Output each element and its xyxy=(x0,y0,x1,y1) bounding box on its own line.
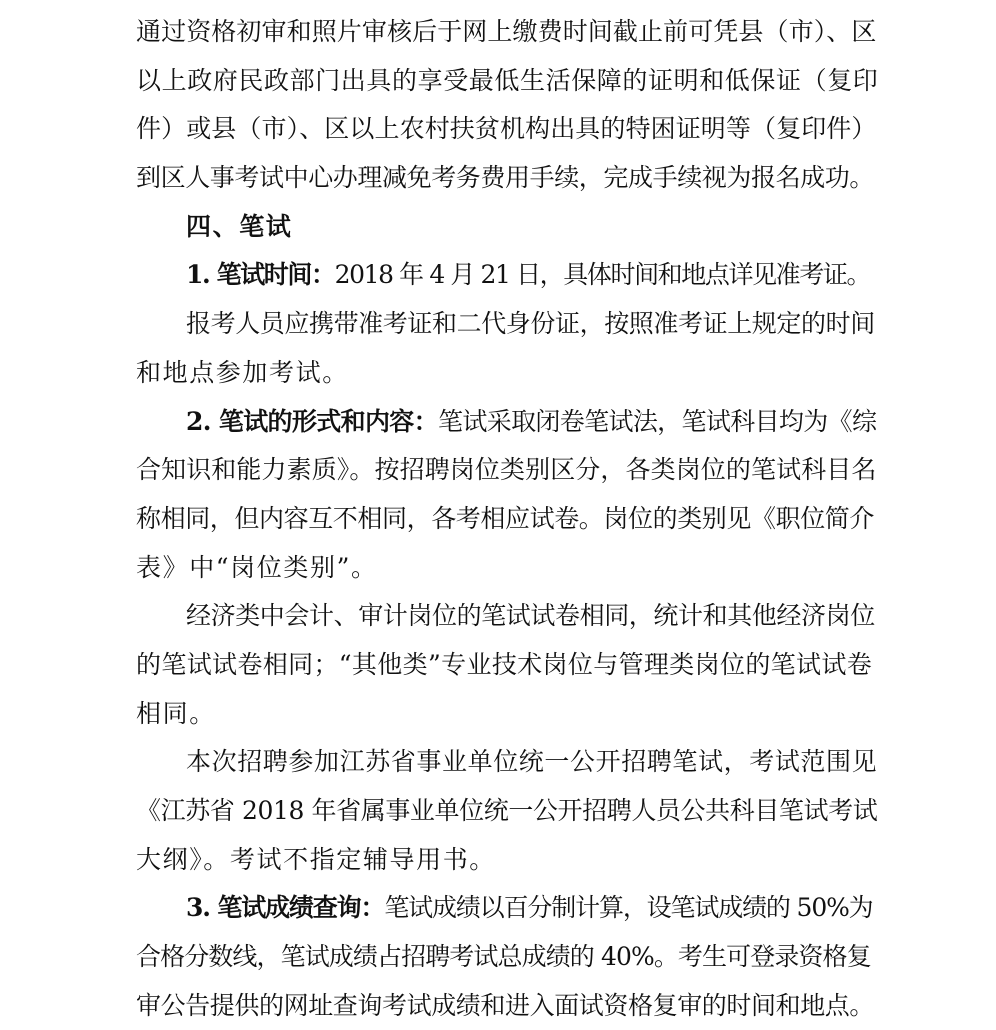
text-line: 经济类中会计、审计岗位的笔试试卷相同，统计和其他经济岗位 xyxy=(186,601,875,631)
text-line: 称相同，但内容互不相同，各考相应试卷。岗位的类别见《职位简介 xyxy=(136,503,875,533)
text-line: 件）或县（市）、区以上农村扶贫机构出具的特困证明等（复印件） xyxy=(136,114,877,144)
text-line: 相同。 xyxy=(136,698,216,728)
text-line: 报考人员应携带准考证和二代身份证，按照准考证上规定的时间 xyxy=(186,309,875,339)
item-score-query xyxy=(136,884,878,933)
text-line: 合格分数线，笔试成绩占招聘考试总成绩的 40%。考生可登录资格复 xyxy=(136,942,871,972)
text-line: 的笔试试卷相同；“其他类”专业技术岗位与管理类岗位的笔试试卷 xyxy=(136,649,873,679)
item-exam-format xyxy=(136,398,878,447)
section-heading: 四、笔试 xyxy=(186,211,293,241)
document-page xyxy=(136,8,878,1030)
item-text: 笔试成绩以百分制计算，设笔试成绩的 50%为 xyxy=(384,893,873,923)
text-line: 合知识和能力素质》。按招聘岗位类别区分，各类岗位的笔试科目名 xyxy=(136,455,877,485)
text-line: 到区人事考试中心办理减免考务费用手续，完成手续视为报名成功。 xyxy=(136,163,875,193)
item-text: 2018 年 4 月 21 日，具体时间和地点详见准考证。 xyxy=(334,260,871,290)
text-line: 和地点参加考试。 xyxy=(136,357,349,387)
item-exam-time xyxy=(136,251,878,300)
item-text: 笔试采取闭卷笔试法，笔试科目均为《综 xyxy=(438,406,877,436)
text-line: 以上政府民政部门出具的享受最低生活保障的证明和低保证（复印 xyxy=(136,65,879,95)
text-line: 大纲》。考试不指定辅导用书。 xyxy=(136,844,496,874)
item-label: 2. 笔试的形式和内容： xyxy=(186,406,439,436)
text-line: 本次招聘参加江苏省事业单位统一公开招聘笔试，考试范围见 xyxy=(186,747,878,777)
item-label: 1. 笔试时间： xyxy=(186,260,335,290)
text-line: 通过资格初审和照片审核后于网上缴费时间截止前可凭县（市）、区 xyxy=(136,17,877,46)
text-line: 《江苏省 2018 年省属事业单位统一公开招聘人员公共科目笔试考试 xyxy=(136,796,878,825)
text-line: 表》中“岗位类别”。 xyxy=(136,552,378,582)
text-line: 审公告提供的网址查询考试成绩和进入面试资格复审的时间和地点。 xyxy=(136,990,875,1020)
item-label: 3. 笔试成绩查询： xyxy=(186,893,385,923)
